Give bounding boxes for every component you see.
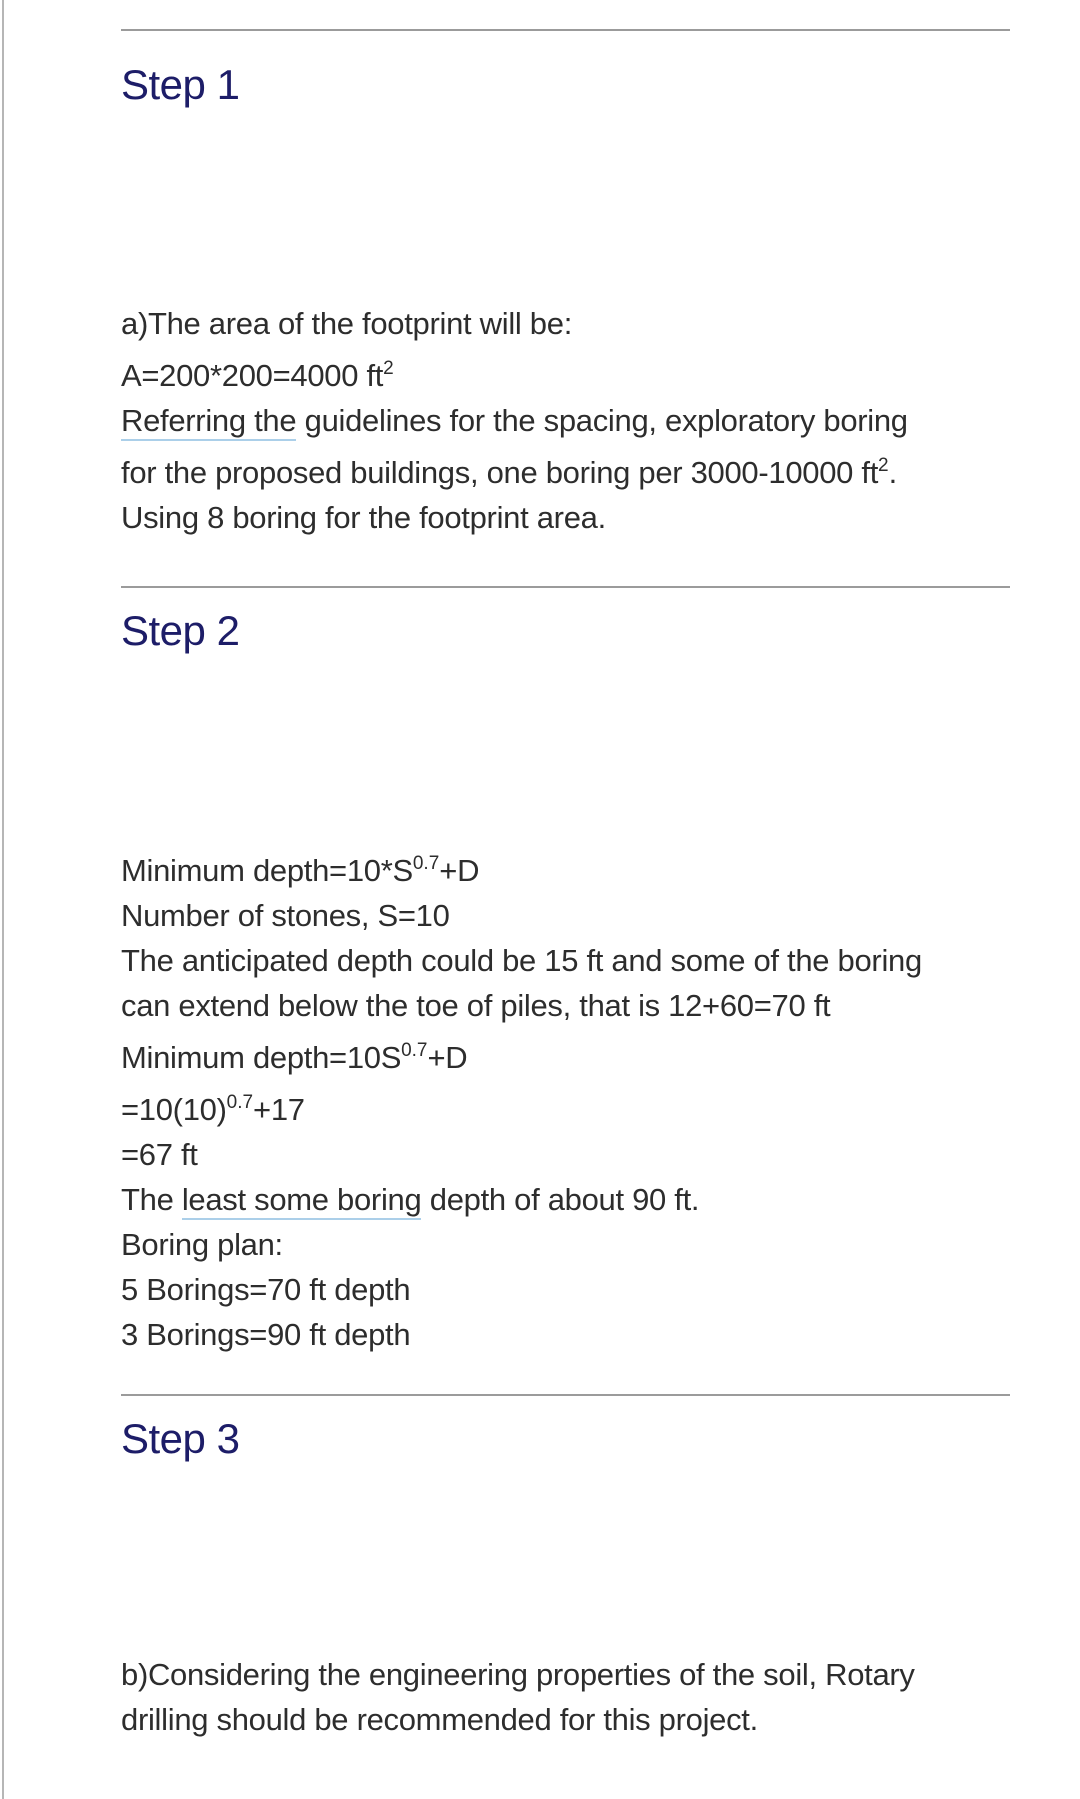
step-3-body	[121, 1652, 1026, 1742]
left-edge-line	[2, 0, 4, 1799]
step-2-heading: Step 2	[121, 607, 240, 654]
text-line	[121, 1222, 1026, 1267]
step-3-heading: Step 3	[121, 1415, 240, 1462]
text-line	[121, 1080, 1026, 1132]
text-line	[121, 1132, 1026, 1177]
text-segment: +D	[427, 1040, 468, 1075]
text-line	[121, 841, 1026, 893]
text-line	[121, 1028, 1026, 1080]
text-segment: can extend below the toe of piles, that is 12+60=70 ft	[121, 988, 831, 1023]
text-segment: .	[888, 455, 897, 490]
text-segment: 5 Borings=70 ft depth	[121, 1272, 411, 1307]
text-line	[121, 1177, 1026, 1222]
step-2-body	[121, 841, 1026, 1357]
text-line	[121, 346, 1026, 398]
text-segment: Using 8 boring for the footprint area.	[121, 500, 606, 535]
text-line	[121, 1652, 1026, 1697]
text-segment: for the proposed buildings, one boring per 3000-10000 ft	[121, 455, 879, 490]
text-segment: 3 Borings=90 ft depth	[121, 1317, 411, 1352]
text-line	[121, 443, 1026, 495]
step-1-heading: Step 1	[121, 61, 240, 108]
text-line	[121, 1312, 1026, 1357]
text-line	[121, 938, 1026, 983]
superscript: 0.7	[401, 1040, 428, 1061]
text-segment: b)Considering the engineering properties of the soil, Rotary	[121, 1657, 915, 1692]
superscript: 2	[383, 358, 394, 379]
text-segment: =10(10)	[121, 1092, 227, 1127]
section-divider	[121, 29, 1010, 31]
text-line	[121, 1267, 1026, 1312]
text-line	[121, 398, 1026, 443]
text-segment: A=200*200=4000 ft	[121, 358, 384, 393]
text-segment: depth of about 90 ft.	[421, 1182, 700, 1217]
superscript: 2	[878, 455, 889, 476]
superscript: 0.7	[226, 1092, 254, 1113]
text-segment: +17	[253, 1092, 305, 1127]
text-segment: guidelines for the spacing, exploratory boring	[296, 403, 908, 438]
text-segment: Boring plan:	[121, 1227, 283, 1262]
spellcheck-underlined-text: Referring the	[121, 403, 296, 441]
text-segment: Minimum depth=10S	[121, 1040, 402, 1075]
text-line	[121, 301, 1026, 346]
text-segment: Minimum depth=10*S	[121, 853, 413, 888]
text-line	[121, 1697, 1026, 1742]
text-line	[121, 983, 1026, 1028]
text-segment: +D	[439, 853, 480, 888]
text-segment: The	[121, 1182, 182, 1217]
text-line	[121, 495, 1026, 540]
step-1-body	[121, 301, 1026, 540]
text-line	[121, 893, 1026, 938]
text-segment: The anticipated depth could be 15 ft and some of the boring	[121, 943, 922, 978]
text-segment: a)The area of the footprint will be:	[121, 306, 573, 341]
section-divider	[121, 1394, 1010, 1396]
text-segment: =67 ft	[121, 1137, 198, 1172]
spellcheck-underlined-text: least some boring	[182, 1182, 422, 1220]
text-segment: drilling should be recommended for this project.	[121, 1702, 758, 1737]
section-divider	[121, 586, 1010, 588]
text-segment: Number of stones, S=10	[121, 898, 450, 933]
superscript: 0.7	[412, 853, 440, 874]
